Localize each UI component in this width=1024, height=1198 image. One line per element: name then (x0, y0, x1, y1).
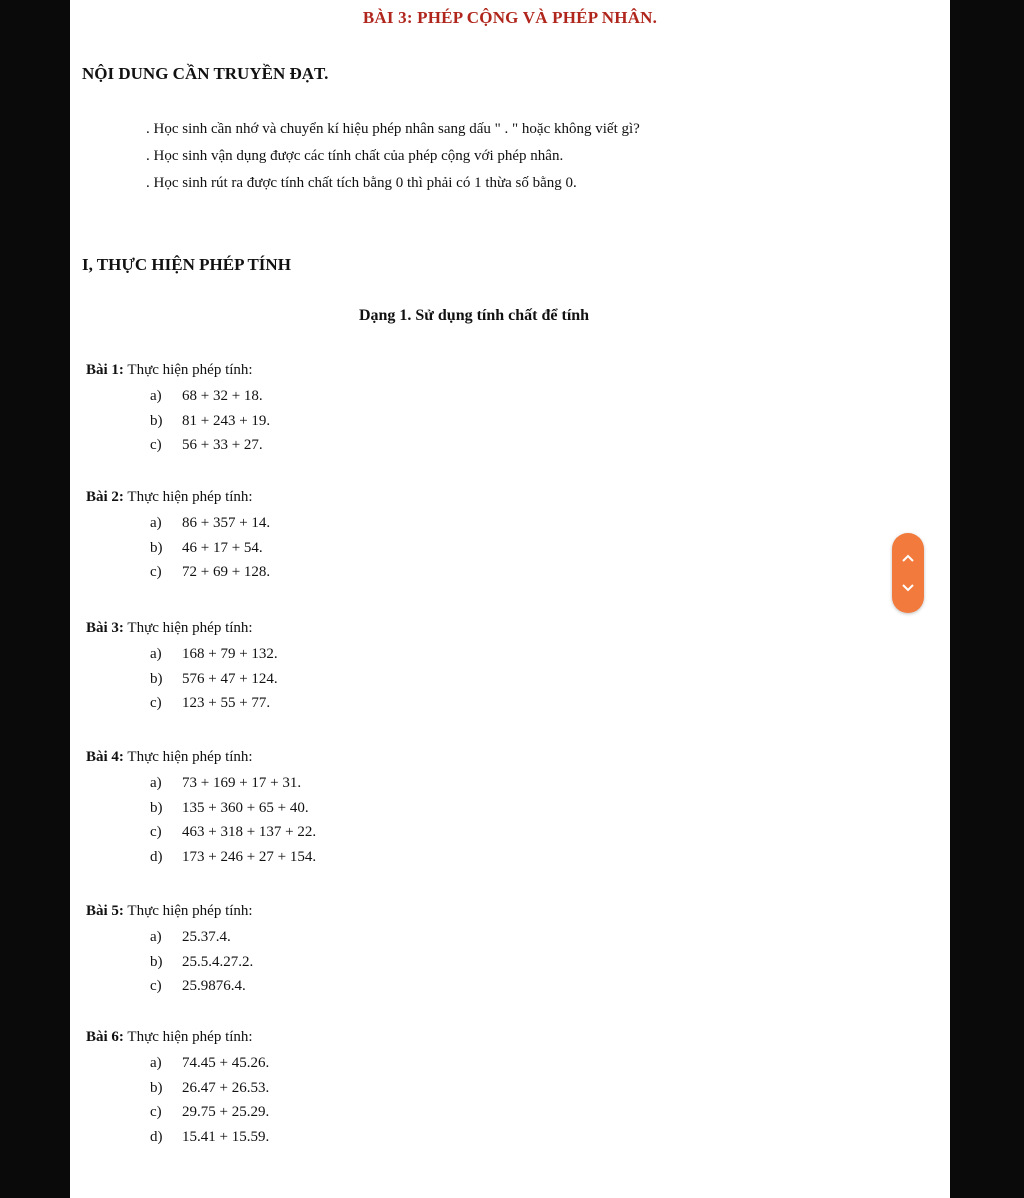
item-label: a) (150, 775, 162, 791)
item-label: a) (150, 388, 162, 404)
exercise-title (86, 489, 253, 506)
exercise-title (86, 903, 253, 920)
chevron-up-icon[interactable] (892, 543, 924, 573)
exercise-item (150, 515, 270, 532)
exercise-label: Bài 6: (86, 1029, 124, 1045)
item-expression: 29.75 + 25.29. (182, 1104, 270, 1120)
item-label: b) (150, 412, 163, 429)
exercise-item (150, 824, 316, 841)
item-label: c) (150, 695, 162, 711)
exercise-item (150, 775, 301, 792)
item-expression: 576 + 47 + 124. (182, 670, 278, 687)
item-expression: 74.45 + 45.26. (182, 1055, 270, 1071)
exercise-item (150, 388, 263, 405)
item-expression: 26.47 + 26.53. (182, 1079, 270, 1096)
item-expression: 46 + 17 + 54. (182, 539, 263, 556)
exercise-title (86, 620, 253, 637)
exercise-item (150, 978, 246, 995)
exercise-item (150, 800, 309, 817)
item-label: d) (150, 848, 163, 865)
exercise-label: Bài 1: (86, 362, 124, 378)
item-expression: 86 + 357 + 14. (182, 515, 271, 531)
exercise-label: Bài 5: (86, 903, 124, 919)
item-label: c) (150, 978, 162, 994)
objective-3: . Học sinh rút ra được tính chất tích bằng 0 thì phải có 1 thừa số bằng 0. (146, 175, 577, 191)
chevron-down-icon[interactable] (892, 573, 924, 603)
page-title: BÀI 3: PHÉP CỘNG VÀ PHÉP NHÂN. (362, 8, 658, 27)
item-expression: 25.9876.4. (182, 978, 246, 994)
exercise-item (150, 646, 278, 663)
item-label: c) (150, 564, 162, 580)
exercise-item (150, 1129, 269, 1146)
item-label: c) (150, 824, 162, 840)
exercise-item (150, 540, 263, 557)
exercise-item (150, 695, 270, 712)
item-expression: 72 + 69 + 128. (182, 564, 271, 580)
item-label: d) (150, 1128, 163, 1145)
item-label: c) (150, 437, 162, 453)
item-expression: 168 + 79 + 132. (182, 646, 278, 662)
item-label: b) (150, 953, 163, 970)
exercise-item (150, 564, 270, 581)
item-expression: 56 + 33 + 27. (182, 437, 263, 453)
exercise-item (150, 671, 278, 688)
item-expression: 81 + 243 + 19. (182, 412, 271, 429)
exercise-item (150, 413, 270, 430)
item-label: b) (150, 1079, 163, 1096)
exercise-prompt: Thực hiện phép tính: (127, 903, 253, 919)
section-heading: I, THỰC HIỆN PHÉP TÍNH (82, 255, 291, 274)
item-label: c) (150, 1104, 162, 1120)
item-label: a) (150, 646, 162, 662)
item-label: b) (150, 670, 163, 687)
item-label: a) (150, 1055, 162, 1071)
item-expression: 25.5.4.27.2. (182, 953, 254, 970)
exercise-prompt: Thực hiện phép tính: (127, 362, 253, 378)
exercise-title (86, 1029, 253, 1046)
exercise-item (150, 1104, 269, 1121)
exercise-title (86, 362, 253, 379)
exercise-prompt: Thực hiện phép tính: (127, 1029, 253, 1045)
item-label: b) (150, 799, 163, 816)
objective-2: . Học sinh vận dụng được các tính chất của phép cộng với phép nhân. (146, 148, 564, 164)
exercise-item (150, 849, 316, 866)
exercise-item (150, 954, 253, 971)
item-expression: 15.41 + 15.59. (182, 1128, 270, 1145)
objective-1: . Học sinh cần nhớ và chuyển kí hiệu phép nhân sang dấu " . " hoặc không viết gì? (146, 121, 640, 137)
exercise-label: Bài 3: (86, 620, 124, 636)
scroll-control (892, 533, 924, 613)
exercise-label: Bài 2: (86, 489, 124, 505)
exercise-item (150, 929, 231, 946)
item-expression: 73 + 169 + 17 + 31. (182, 775, 302, 791)
exercise-item (150, 437, 263, 454)
item-expression: 135 + 360 + 65 + 40. (182, 799, 309, 816)
item-expression: 173 + 246 + 27 + 154. (182, 848, 317, 865)
item-label: a) (150, 515, 162, 531)
exercise-prompt: Thực hiện phép tính: (127, 489, 253, 505)
item-expression: 463 + 318 + 137 + 22. (182, 824, 317, 840)
document-page (70, 0, 950, 1198)
item-expression: 25.37.4. (182, 929, 231, 945)
item-expression: 123 + 55 + 77. (182, 695, 271, 711)
exercise-item (150, 1055, 269, 1072)
exercise-title (86, 749, 253, 766)
item-label: b) (150, 539, 163, 556)
exercise-label: Bài 4: (86, 749, 124, 765)
type-heading: Dạng 1. Sử dụng tính chất để tính (358, 307, 590, 324)
item-expression: 68 + 32 + 18. (182, 388, 263, 404)
exercise-prompt: Thực hiện phép tính: (127, 620, 253, 636)
content-heading: NỘI DUNG CẦN TRUYỀN ĐẠT. (82, 64, 329, 83)
exercise-item (150, 1080, 269, 1097)
item-label: a) (150, 929, 162, 945)
exercise-prompt: Thực hiện phép tính: (127, 749, 253, 765)
